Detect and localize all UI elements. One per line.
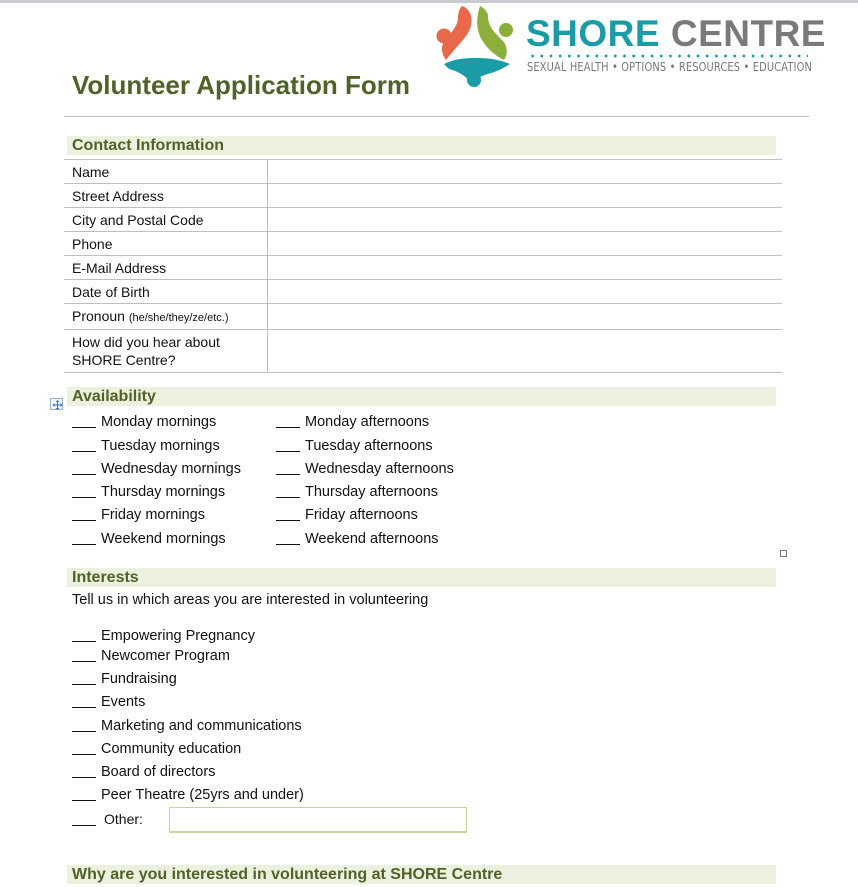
section-title-availability: Availability <box>72 388 156 405</box>
interest-option[interactable] <box>72 741 241 758</box>
checkbox-blank[interactable] <box>72 671 96 685</box>
option-label: Community education <box>101 741 242 757</box>
checkbox-blank[interactable] <box>276 531 300 545</box>
pronoun-input[interactable] <box>268 304 783 329</box>
field-label-date-of-birth: Date of Birth <box>64 280 267 304</box>
interest-option[interactable] <box>72 764 215 781</box>
option-label: Newcomer Program <box>101 648 230 664</box>
availability-option[interactable] <box>72 461 241 478</box>
checkbox-blank[interactable] <box>72 648 96 662</box>
name-input[interactable] <box>268 160 783 183</box>
availability-option[interactable] <box>276 484 438 501</box>
table-row <box>64 304 782 330</box>
pronoun-field[interactable] <box>267 304 782 330</box>
checkbox-blank[interactable] <box>276 461 300 475</box>
field-label-name: Name <box>64 160 267 184</box>
availability-option[interactable] <box>72 484 225 501</box>
option-label: Board of directors <box>101 764 216 780</box>
availability-option[interactable] <box>276 438 433 455</box>
availability-option[interactable] <box>72 531 226 548</box>
option-label: Events <box>101 694 146 710</box>
option-label: Monday mornings <box>101 414 217 430</box>
section-header-why <box>67 865 776 884</box>
section-title-interests: Interests <box>72 569 139 586</box>
table-row <box>64 280 782 304</box>
logo-wordmark <box>526 14 826 54</box>
section-title-contact: Contact Information <box>72 137 224 154</box>
interest-option-other[interactable] <box>72 811 143 829</box>
option-label: Wednesday afternoons <box>305 461 454 477</box>
logo-word-centre: CENTRE <box>670 13 826 54</box>
option-label: Marketing and communications <box>101 718 302 734</box>
window-top-border <box>0 0 858 3</box>
field-label-how-heard <box>64 330 267 373</box>
section-header-interests <box>67 568 776 587</box>
date-of-birth-field[interactable] <box>267 280 782 304</box>
shore-centre-logo <box>434 4 826 88</box>
checkbox-blank[interactable] <box>72 438 96 452</box>
other-interest-field[interactable] <box>169 807 467 833</box>
interest-option[interactable] <box>72 694 145 711</box>
field-label-pronoun <box>64 304 267 330</box>
city-postal-field[interactable] <box>267 208 782 232</box>
availability-option[interactable] <box>72 414 216 431</box>
logo-word-shore: SHORE <box>526 13 661 54</box>
phone-input[interactable] <box>268 232 783 255</box>
date-of-birth-input[interactable] <box>268 280 783 303</box>
checkbox-blank[interactable] <box>72 628 96 642</box>
checkbox-blank[interactable] <box>72 414 96 428</box>
interest-option[interactable] <box>72 628 255 645</box>
pronoun-label-text: Pronoun <box>72 308 125 324</box>
name-field[interactable] <box>267 160 782 184</box>
table-row <box>64 160 782 184</box>
table-row <box>64 256 782 280</box>
checkbox-blank[interactable] <box>276 484 300 498</box>
field-label-email: E-Mail Address <box>64 256 267 280</box>
availability-option[interactable] <box>276 507 418 524</box>
option-label: Weekend afternoons <box>305 531 439 547</box>
page-title: Volunteer Application Form <box>72 70 411 100</box>
availability-option[interactable] <box>276 414 429 431</box>
table-row <box>64 184 782 208</box>
option-label: Tuesday afternoons <box>305 438 433 454</box>
table-row <box>64 232 782 256</box>
other-label: Other: <box>104 811 143 827</box>
checkbox-blank[interactable] <box>72 718 96 732</box>
option-label: Thursday mornings <box>101 484 226 500</box>
logo-tagline: SEXUAL HEALTH • OPTIONS • RESOURCES • EDUCATION <box>527 60 812 74</box>
how-heard-label-line2: SHORE Centre? <box>72 352 176 368</box>
option-label: Fundraising <box>101 671 177 687</box>
how-heard-label-line1: How did you hear about <box>72 334 220 350</box>
option-label: Wednesday mornings <box>101 461 241 477</box>
checkbox-blank[interactable] <box>276 507 300 521</box>
table-move-handle[interactable] <box>50 398 63 410</box>
other-interest-input[interactable] <box>170 808 466 831</box>
availability-option[interactable] <box>276 531 439 548</box>
table-row <box>64 330 782 373</box>
field-label-phone: Phone <box>64 232 267 256</box>
email-input[interactable] <box>268 256 783 279</box>
option-label: Empowering Pregnancy <box>101 628 255 644</box>
checkbox-blank[interactable] <box>72 507 96 521</box>
checkbox-blank[interactable] <box>72 531 96 545</box>
checkbox-blank[interactable] <box>72 484 96 498</box>
email-field[interactable] <box>267 256 782 280</box>
pronoun-hint: (he/she/they/ze/etc.) <box>128 312 229 324</box>
checkbox-blank[interactable] <box>72 694 96 708</box>
move-arrows-icon <box>52 400 63 410</box>
checkbox-blank[interactable] <box>72 812 96 826</box>
option-label: Monday afternoons <box>305 414 430 430</box>
city-postal-input[interactable] <box>268 208 783 231</box>
option-label: Tuesday mornings <box>101 438 220 454</box>
checkbox-blank[interactable] <box>72 787 96 801</box>
title-divider <box>64 116 809 117</box>
how-heard-field[interactable] <box>267 330 782 373</box>
street-address-field[interactable] <box>267 184 782 208</box>
interests-intro-text: Tell us in which areas you are interested in volunteering <box>72 592 429 608</box>
option-label: Friday mornings <box>101 507 205 523</box>
phone-field[interactable] <box>267 232 782 256</box>
logo-dotted-rule <box>528 54 808 58</box>
interest-option[interactable] <box>72 671 177 688</box>
checkbox-blank[interactable] <box>276 438 300 452</box>
street-address-input[interactable] <box>268 184 783 207</box>
field-label-street-address: Street Address <box>64 184 267 208</box>
contact-information-table <box>64 159 782 373</box>
checkbox-blank[interactable] <box>72 764 96 778</box>
section-header-contact <box>67 136 776 155</box>
interest-option[interactable] <box>72 718 302 735</box>
logo-mark-icon <box>434 4 518 88</box>
how-heard-input[interactable] <box>268 330 783 372</box>
availability-option[interactable] <box>72 507 205 524</box>
checkbox-blank[interactable] <box>72 741 96 755</box>
interest-option[interactable] <box>72 648 230 665</box>
option-label: Peer Theatre (25yrs and under) <box>101 787 304 803</box>
field-label-city-postal: City and Postal Code <box>64 208 267 232</box>
availability-option[interactable] <box>276 461 454 478</box>
interest-option[interactable] <box>72 787 304 804</box>
availability-option[interactable] <box>72 438 220 455</box>
checkbox-blank[interactable] <box>72 461 96 475</box>
section-header-availability <box>67 387 776 406</box>
checkbox-blank[interactable] <box>276 414 300 428</box>
section-title-why: Why are you interested in volunteering at SHORE Centre <box>72 866 503 883</box>
table-resize-handle[interactable] <box>780 550 787 557</box>
option-label: Friday afternoons <box>305 507 418 523</box>
option-label: Thursday afternoons <box>305 484 438 500</box>
table-row <box>64 208 782 232</box>
option-label: Weekend mornings <box>101 531 226 547</box>
